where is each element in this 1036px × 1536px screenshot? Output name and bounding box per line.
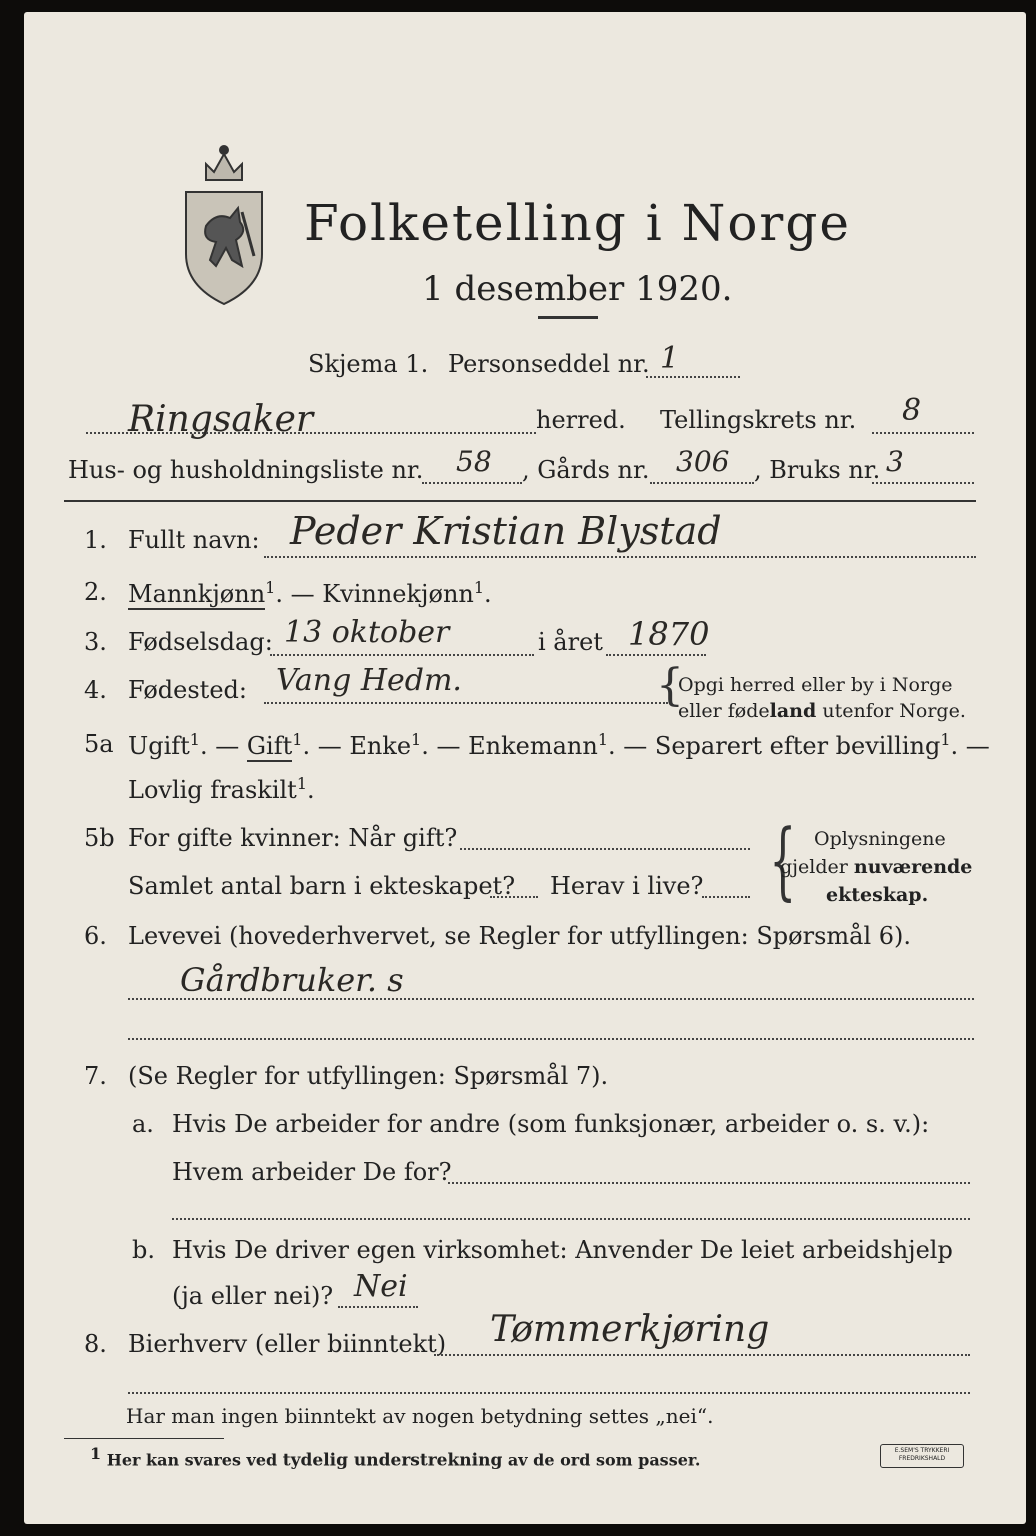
header-rule bbox=[64, 500, 976, 502]
q5a-enkemann: . — Enkemann bbox=[421, 732, 598, 760]
q2-female-footnote: 1 bbox=[473, 578, 485, 597]
tellingskrets-label: Tellingskrets nr. bbox=[660, 406, 857, 434]
q3-year-value: 1870 bbox=[628, 615, 710, 653]
q4-brace: { bbox=[656, 660, 684, 711]
q7-number: 7. bbox=[84, 1062, 107, 1090]
personseddel-label: Personseddel nr. bbox=[448, 350, 650, 378]
q4-line bbox=[264, 702, 668, 704]
q5b-alive-line bbox=[702, 896, 750, 898]
herred-value: Ringsaker bbox=[128, 399, 314, 440]
q7b-line1: Hvis De driver egen virksomhet: Anvender De leiet arbeidshjelp bbox=[172, 1236, 953, 1264]
q7a-answer-line2 bbox=[172, 1218, 970, 1220]
footnote-marker: 1 bbox=[90, 1444, 102, 1463]
q5a-fraskilt-footnote: 1 bbox=[296, 774, 307, 793]
q6-label: Levevei (hovederhvervet, se Regler for utfyllingen: Spørsmål 6). bbox=[128, 922, 912, 950]
tellingskrets-value: 8 bbox=[902, 393, 922, 428]
q5a-ugift: Ugift bbox=[128, 732, 190, 760]
tellingskrets-line bbox=[872, 432, 974, 434]
stamp-line2: FREDRIKSHALD bbox=[898, 1455, 946, 1462]
q3-year-line bbox=[606, 654, 706, 656]
husliste-label: Hus- og husholdningsliste nr. bbox=[68, 456, 424, 484]
q3-label: Fødselsdag: bbox=[128, 628, 273, 656]
form-title: Folketelling i Norge bbox=[304, 194, 851, 252]
q3-line bbox=[270, 654, 534, 656]
footnote-text-b: tydelig understrekning bbox=[282, 1450, 503, 1471]
q4-note-line1: Opgi herred eller by i Norge bbox=[678, 674, 953, 696]
q4-note-part1: eller føde bbox=[678, 700, 770, 722]
q3-number: 3. bbox=[84, 628, 107, 656]
q7b-value: Nei bbox=[354, 1269, 408, 1304]
q5b-line2b: Herav i live? bbox=[550, 872, 704, 900]
q1-label: Fullt navn: bbox=[128, 526, 260, 554]
q4-value: Vang Hedm. bbox=[276, 663, 462, 698]
census-date: 1 desember 1920. bbox=[422, 269, 733, 309]
husliste-value: 58 bbox=[456, 445, 492, 478]
q5b-note2 bbox=[780, 858, 972, 877]
skjema-label: Skjema 1. bbox=[308, 350, 429, 378]
q8-line1 bbox=[434, 1354, 970, 1356]
q7-label: (Se Regler for utfyllingen: Spørsmål 7). bbox=[128, 1062, 609, 1090]
q2-male-footnote: 1 bbox=[265, 578, 276, 597]
personseddel-value: 1 bbox=[660, 341, 680, 376]
q5b-number: 5b bbox=[84, 824, 115, 852]
q5a-enkemann-footnote: 1 bbox=[597, 730, 609, 749]
footnote-text-c: av de ord som passer. bbox=[502, 1450, 701, 1470]
q5a-line2-end: . bbox=[307, 776, 315, 804]
q5a-separert: . — Separert efter bevilling bbox=[608, 732, 941, 760]
q7a-letter: a. bbox=[132, 1110, 154, 1138]
q4-note-part3: utenfor Norge. bbox=[816, 700, 966, 722]
q2-number: 2. bbox=[84, 578, 107, 606]
title-divider bbox=[538, 316, 598, 319]
q4-label: Fødested: bbox=[128, 676, 247, 704]
q5a-separert-footnote: 1 bbox=[940, 730, 951, 749]
q6-number: 6. bbox=[84, 922, 107, 950]
personseddel-line bbox=[646, 376, 740, 378]
q5b-note1: Oplysningene bbox=[814, 828, 946, 850]
q5a-enke: . — Enke bbox=[302, 732, 412, 760]
q7b-line2: (ja eller nei)? bbox=[172, 1282, 334, 1310]
q5b-note3: ekteskap. bbox=[826, 884, 929, 906]
q7b-line bbox=[338, 1306, 418, 1308]
q3-value: 13 oktober bbox=[284, 615, 450, 650]
q1-value: Peder Kristian Blystad bbox=[290, 509, 722, 553]
gards-value: 306 bbox=[676, 445, 730, 478]
q7b-letter: b. bbox=[132, 1236, 155, 1264]
norwegian-coat-of-arms-icon bbox=[176, 136, 272, 308]
printer-stamp bbox=[880, 1444, 964, 1468]
gards-label: , Gårds nr. bbox=[522, 456, 650, 484]
q6-value: Gårdbruker. s bbox=[180, 961, 404, 999]
q5a-line2 bbox=[128, 776, 315, 802]
q5a-end: . — bbox=[950, 732, 990, 760]
q1-line bbox=[264, 556, 976, 558]
footnote-text-a: Her kan svares ved bbox=[106, 1450, 283, 1470]
q5b-line2a: Samlet antal barn i ekteskapet? bbox=[128, 872, 516, 900]
q5a-fraskilt: Lovlig fraskilt bbox=[128, 776, 297, 804]
q5a-sep1: . — bbox=[199, 732, 247, 760]
q8-number: 8. bbox=[84, 1330, 107, 1358]
q7a-line1: Hvis De arbeider for andre (som funksjonær, arbeider o. s. v.): bbox=[172, 1110, 930, 1138]
husliste-line bbox=[422, 482, 522, 484]
bruks-value: 3 bbox=[886, 445, 904, 478]
q5a-gift-footnote: 1 bbox=[292, 730, 303, 749]
q5b-line1-dots bbox=[460, 848, 750, 850]
q1-number: 1. bbox=[84, 526, 107, 554]
q5b-note2-part2: nuværende bbox=[853, 856, 973, 878]
bruks-line bbox=[872, 482, 974, 484]
q7a-answer-line1 bbox=[448, 1182, 970, 1184]
q4-number: 4. bbox=[84, 676, 107, 704]
q5b-note2-part1: gjelder bbox=[780, 856, 854, 878]
q5b-children-line bbox=[490, 896, 538, 898]
q5a-options bbox=[128, 732, 990, 758]
q4-note-emphasis: land bbox=[769, 700, 817, 722]
q5b-line1: For gifte kvinner: Når gift? bbox=[128, 824, 458, 852]
gards-line bbox=[650, 482, 754, 484]
q3-year-label: i året bbox=[538, 628, 603, 656]
q5b-brace: { bbox=[769, 811, 797, 909]
q2-male-option: Mannkjønn bbox=[128, 580, 266, 608]
q7a-line2: Hvem arbeider De for? bbox=[172, 1158, 452, 1186]
q8-label: Bierhverv (eller biinntekt) bbox=[128, 1330, 447, 1358]
q5a-gift: Gift bbox=[246, 732, 293, 760]
herred-line bbox=[86, 432, 536, 434]
q5a-enke-footnote: 1 bbox=[411, 730, 422, 749]
footnote bbox=[90, 1446, 700, 1469]
q5a-ugift-footnote: 1 bbox=[189, 730, 200, 749]
q2-options bbox=[128, 580, 492, 606]
q8-line2 bbox=[128, 1392, 970, 1394]
footnote-divider bbox=[64, 1438, 224, 1439]
q2-separator: . — Kvinnekjønn bbox=[275, 580, 474, 608]
q8-value: Tømmerkjøring bbox=[490, 1309, 770, 1350]
q5a-number: 5a bbox=[84, 730, 114, 758]
stamp-line1: E.SEM'S TRYKKERI bbox=[894, 1447, 950, 1454]
q6-line2 bbox=[128, 1038, 974, 1040]
q6-line1 bbox=[128, 998, 974, 1000]
herred-label: herred. bbox=[536, 406, 626, 434]
q4-note-line2 bbox=[678, 702, 966, 721]
q2-end: . bbox=[484, 580, 492, 608]
q8-note: Har man ingen biinntekt av nogen betydning settes „nei“. bbox=[126, 1404, 714, 1428]
census-form bbox=[24, 12, 1026, 1524]
bruks-label: , Bruks nr. bbox=[754, 456, 881, 484]
